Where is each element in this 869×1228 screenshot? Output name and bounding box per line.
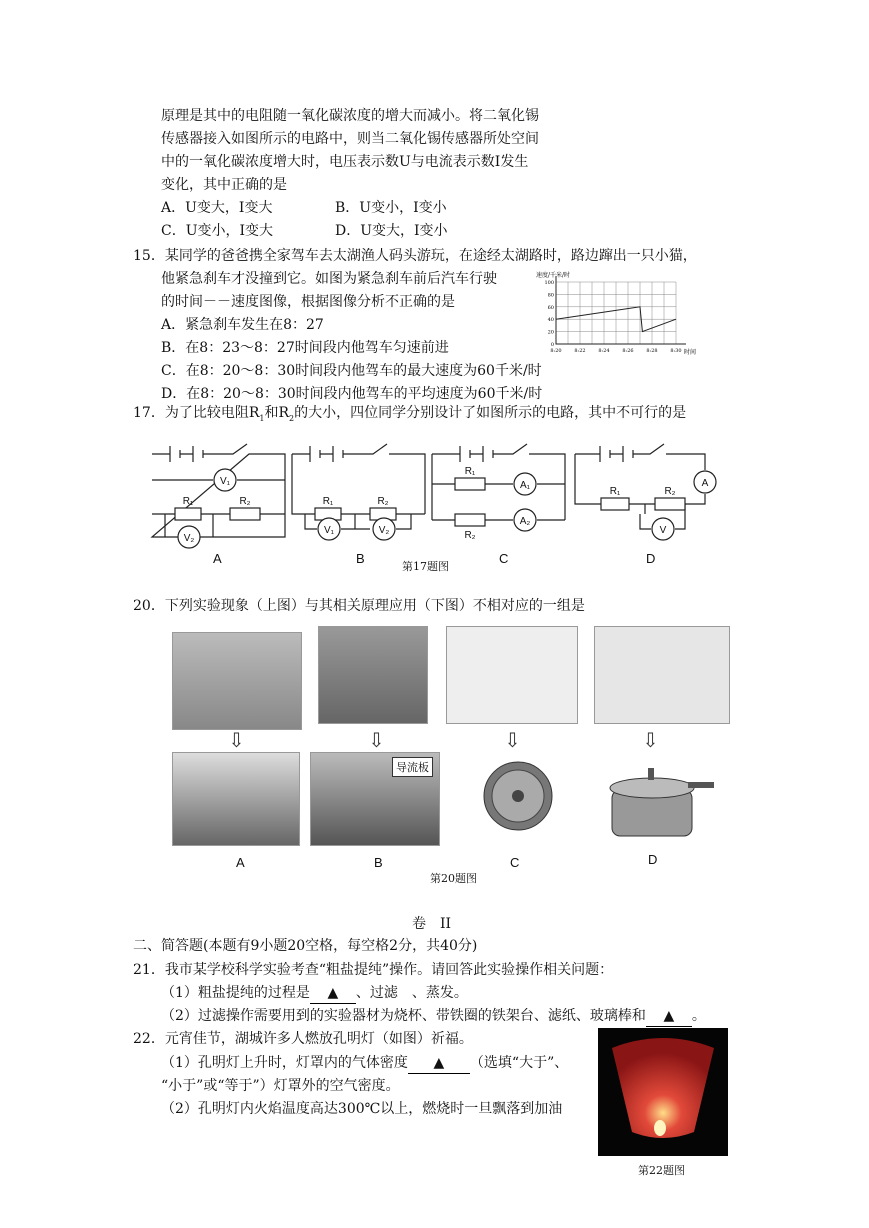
q22-caption: 第22题图 <box>638 1164 685 1177</box>
r2-d: R₂ <box>664 486 676 497</box>
meter-a2-c: A₂ <box>519 516 531 527</box>
q20-label-d: D <box>648 852 658 867</box>
q14-option-a: A．U变大，I变大 <box>161 200 273 216</box>
meter-v2-b: V₂ <box>378 525 390 536</box>
r1-c: R₁ <box>464 466 476 477</box>
q22-blank-1[interactable]: ▲ <box>408 1053 470 1074</box>
q21-p1-text: （1）粗盐提纯的过程是 <box>161 985 310 1001</box>
q21-p1-text-end: 、过滤 、蒸发。 <box>355 985 468 1001</box>
q14-line-2: 传感器接入如图所示的电路中，则当二氧化锡传感器所处空间 <box>161 131 539 147</box>
meter-v2-a: V₂ <box>183 533 195 544</box>
q17-stem-part1: 17．为了比较电阻R <box>133 405 260 421</box>
volume-title: 卷 II <box>412 916 452 932</box>
q17-caption: 第17题图 <box>402 560 449 573</box>
q17-label-d: D <box>646 551 656 566</box>
meter-a-d: A <box>701 478 709 489</box>
q14-option-c: C．U变小，I变大 <box>161 223 274 239</box>
section-title: 二、简答题(本题有9小题20空格，每空格2分，共40分) <box>133 938 478 954</box>
q14-line-4: 变化，其中正确的是 <box>161 177 287 193</box>
q21-p2-text-end: 。 <box>691 1008 706 1024</box>
chart-xlabel: 时间 <box>684 349 697 356</box>
q22-p1-text: （1）孔明灯上升时，灯罩内的气体密度 <box>161 1055 408 1071</box>
r1-b: R₁ <box>322 496 334 507</box>
q17-sub2: 2 <box>289 413 295 423</box>
chart-ylabel: 速度/千米/时 <box>536 272 571 279</box>
q17-label-b: B <box>356 551 365 566</box>
q15-option-b: B．在8：23～8：27时间段内他驾车匀速前进 <box>161 340 449 356</box>
speed-time-chart <box>536 268 698 358</box>
x-tick-label: 8:28 <box>646 348 658 354</box>
r1-a: R₁ <box>182 496 194 507</box>
photo-c-bottom <box>468 752 568 844</box>
q21-blank-1[interactable]: ▲ <box>310 983 356 1004</box>
q14-option-d: D．U变大，I变小 <box>335 223 448 239</box>
q17-label-c: C <box>499 551 509 566</box>
photo-c-top <box>446 626 578 724</box>
chart-grid <box>556 282 676 344</box>
q20-stem: 20．下列实验现象（上图）与其相关原理应用（下图）不相对应的一组是 <box>133 598 585 614</box>
q17-stem-part3: 的大小，四位同学分别设计了如图所示的电路，其中不可行的是 <box>294 405 687 421</box>
arrow-d-icon: ⇩ <box>642 728 659 752</box>
y-tick-label: 20 <box>547 329 554 336</box>
x-tick-label: 8:26 <box>622 348 634 354</box>
sky-lantern-photo <box>598 1028 728 1156</box>
q20-label-b: B <box>374 855 383 870</box>
y-tick-label: 40 <box>547 317 554 324</box>
q17-sub1: 1 <box>259 413 265 423</box>
q20-caption: 第20题图 <box>430 872 477 885</box>
q14-option-b: B．U变小，I变小 <box>335 200 447 216</box>
photo-a-top <box>172 632 302 730</box>
y-tick-label: 80 <box>547 292 554 299</box>
q22-part-1 <box>161 1053 568 1074</box>
q22-part-1-cont: “小于”或“等于”）灯罩外的空气密度。 <box>161 1078 400 1094</box>
q22-part-2: （2）孔明灯内火焰温度高达300℃以上，燃烧时一旦飘落到加油 <box>161 1101 563 1117</box>
q21-stem: 21．我市某学校科学实验考查“粗盐提纯”操作。请回答此实验操作相关问题： <box>133 962 614 978</box>
chart-y-ticks <box>544 280 554 348</box>
photo-b-bottom <box>310 752 440 846</box>
photo-d-top <box>594 626 730 724</box>
q15-stem-1: 15．某同学的爸爸携全家驾车去太湖渔人码头游玩，在途经太湖路时，路边蹿出一只小猫， <box>133 248 697 264</box>
q15-option-c: C．在8：20～8：30时间段内他驾车的最大速度为60千米/时 <box>161 363 542 379</box>
q20-label-c: C <box>510 855 520 870</box>
chart-x-ticks <box>550 348 681 354</box>
q21-p2-text: （2）过滤操作需要用到的实验器材为烧杯、带铁圈的铁架台、滤纸、玻璃棒和 <box>161 1008 646 1024</box>
y-tick-label: 100 <box>544 280 554 286</box>
q17-stem <box>133 403 686 429</box>
q22-stem: 22．元宵佳节，湖城许多人燃放孔明灯（如图）祈福。 <box>133 1031 473 1047</box>
pressure-cooker-icon <box>598 760 716 844</box>
x-tick-label: 8:20 <box>550 348 562 354</box>
meter-v-d: V <box>659 525 667 536</box>
y-tick-label: 0 <box>550 342 554 348</box>
arrow-a-icon: ⇩ <box>228 728 245 752</box>
fan-icon <box>468 752 568 844</box>
spoiler-tag: 导流板 <box>392 757 433 777</box>
q17-stem-part2: 和R <box>264 405 289 421</box>
x-tick-label: 8:30 <box>670 348 682 354</box>
arrow-b-icon: ⇩ <box>368 728 385 752</box>
photo-b-top <box>318 626 428 724</box>
q15-stem-2: 他紧急刹车才没撞到它。如图为紧急刹车前后汽车行驶 <box>161 271 497 287</box>
q22-p1-text-end: （选填“大于”、 <box>469 1055 569 1071</box>
r2-a: R₂ <box>239 496 251 507</box>
q21-blank-2[interactable]: ▲ <box>646 1006 692 1027</box>
y-tick-label: 60 <box>547 304 554 311</box>
q21-part-1 <box>161 983 468 1004</box>
q14-line-1: 原理是其中的电阻随一氧化碳浓度的增大而减小。将二氧化锡 <box>161 108 539 124</box>
q20-label-a: A <box>236 855 245 870</box>
q17-label-a: A <box>213 551 222 566</box>
q14-line-3: 中的一氧化碳浓度增大时，电压表示数U与电流表示数I发生 <box>161 154 529 170</box>
r2-b: R₂ <box>377 496 389 507</box>
photo-d-bottom <box>598 760 716 844</box>
x-tick-label: 8:22 <box>574 348 586 354</box>
q15-stem-3: 的时间－－速度图像，根据图像分析不正确的是 <box>161 294 455 310</box>
r1-d: R₁ <box>609 486 621 497</box>
r2-c: R₂ <box>464 530 476 541</box>
q21-part-2 <box>161 1006 706 1027</box>
meter-v1-a: V₁ <box>219 476 231 487</box>
q15-option-a: A．紧急刹车发生在8：27 <box>161 317 324 333</box>
meter-v1-b: V₁ <box>323 525 335 536</box>
arrow-c-icon: ⇩ <box>504 728 521 752</box>
photo-a-bottom <box>172 752 300 846</box>
sky-lantern-icon <box>598 1028 728 1156</box>
q17-circuits <box>145 432 725 572</box>
q15-option-d: D．在8：20～8：30时间段内他驾车的平均速度为60千米/时 <box>161 386 543 402</box>
meter-a1-c: A₁ <box>519 480 531 491</box>
x-tick-label: 8:24 <box>598 348 610 354</box>
